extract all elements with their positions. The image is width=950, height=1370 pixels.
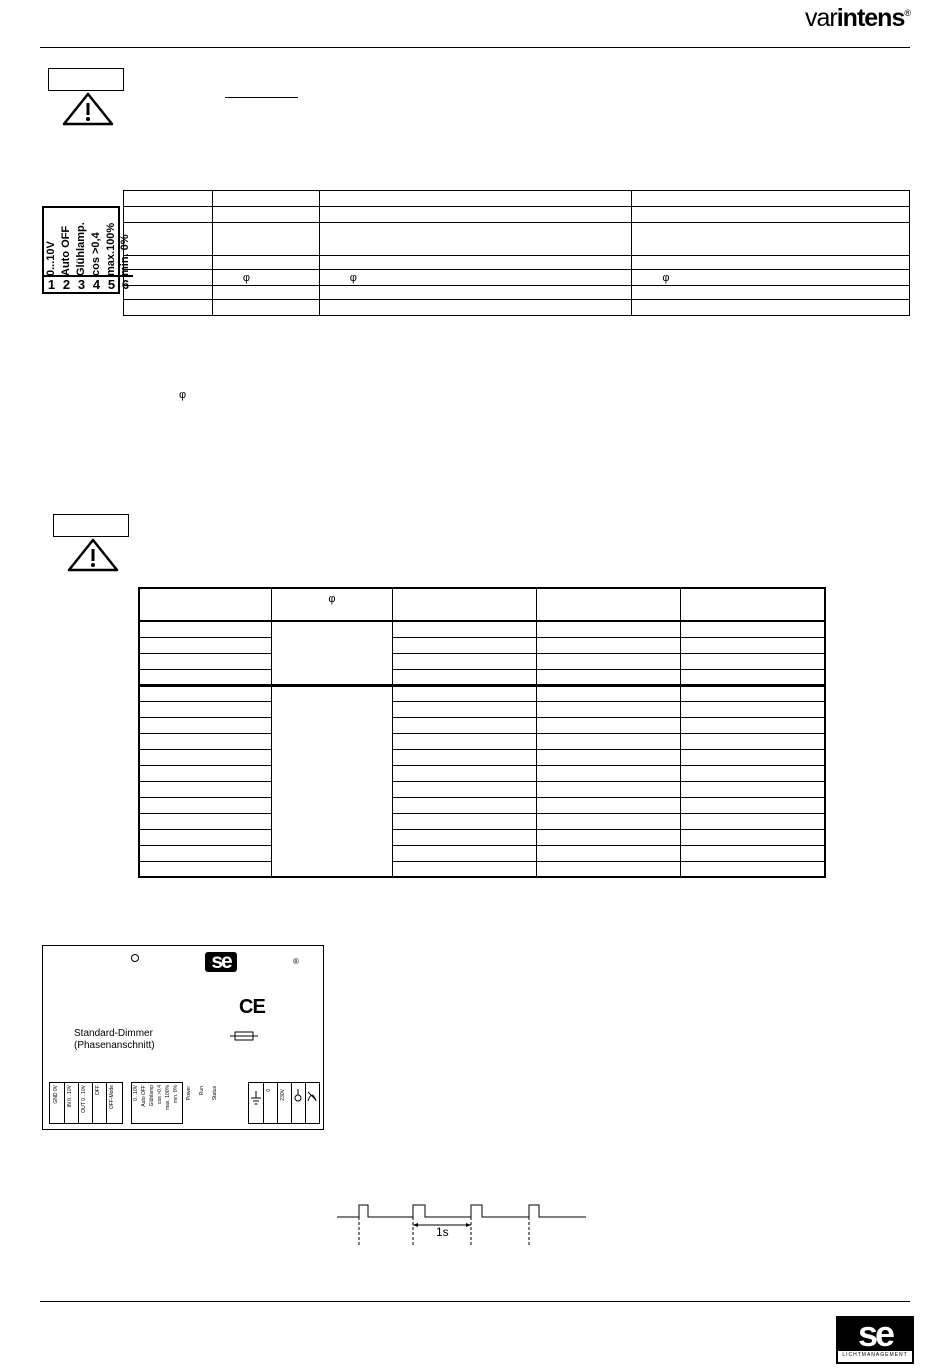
module-dip-label: cos >0,4: [157, 1085, 163, 1105]
arrow-head-right: [466, 1223, 471, 1227]
dip-number-2: 2: [59, 275, 74, 292]
terminal-motor: [305, 1083, 319, 1123]
note-box-1: [48, 68, 124, 91]
terminal-block-left: [49, 1082, 123, 1124]
footer-tagline: LICHTMANAGEMENT: [842, 1352, 908, 1358]
terminal-label: IN 0...10V: [67, 1085, 73, 1108]
table-row: [139, 621, 825, 637]
module-dip-label: 0...10V: [133, 1085, 139, 1101]
terminal-label: OUT 0...10V: [81, 1085, 87, 1113]
table-row: [124, 270, 910, 286]
dip-label-3: Glühlamp.: [75, 222, 87, 276]
lamp-icon: [293, 1089, 303, 1103]
dip-label-2: Auto OFF: [60, 225, 72, 276]
led-status-label: Status: [212, 1086, 218, 1101]
phi-symbol-text: φ: [179, 389, 187, 401]
table-row: [124, 256, 910, 270]
interval-label: 1s: [436, 1225, 449, 1239]
footer-logo-mark: se: [838, 1318, 912, 1351]
table-row: [139, 637, 825, 653]
dimmer-module-diagram: [42, 945, 324, 1130]
table-row: [124, 286, 910, 300]
fuse-icon: [230, 1030, 258, 1042]
led-run-label: Run: [199, 1086, 205, 1096]
header-divider: [40, 47, 910, 48]
note-box-2: [53, 514, 129, 537]
table-row: [124, 300, 910, 316]
header-phi: φ: [272, 588, 393, 621]
warning-icon: [62, 92, 114, 126]
table-row: [139, 845, 825, 861]
dip-number-4: 4: [89, 275, 104, 292]
brand-bold: intens: [836, 4, 905, 32]
blink-timing-diagram: [337, 1195, 592, 1250]
table-row: [124, 223, 910, 256]
terminal-label: OFF-Mode: [109, 1085, 115, 1110]
dip-switch-diagram: [42, 206, 131, 294]
terminal-label: GND 0V: [53, 1085, 59, 1104]
module-dip-label: Auto OFF: [141, 1085, 147, 1107]
table-row: [139, 685, 825, 701]
dip-label-5: max.100%: [105, 222, 117, 276]
footer-logo: [836, 1313, 914, 1364]
table-row: [124, 207, 910, 223]
dip-label-4: cos >0,4: [90, 232, 102, 276]
phi-cell: φ: [632, 270, 910, 286]
underline-1: [225, 97, 298, 98]
table-row: [139, 717, 825, 733]
module-dip-switch: [131, 1082, 183, 1124]
table-row: [139, 861, 825, 877]
dip-number-5: 5: [104, 275, 119, 292]
module-logo: se: [205, 952, 237, 972]
table-row: [139, 701, 825, 717]
table-row: [139, 669, 825, 685]
dip-number-3: 3: [74, 275, 89, 292]
warning-icon: [67, 538, 119, 572]
brand-registered: ®: [904, 8, 910, 18]
dip-number-6: 6: [118, 275, 133, 292]
dip-label-1: 0...10V: [45, 241, 57, 276]
module-dip-label: Glühlamp: [149, 1085, 155, 1107]
terminal-label: 0: [266, 1089, 272, 1092]
phi-cell: φ: [319, 270, 632, 286]
dip-settings-table: [123, 190, 910, 316]
mounting-hole-icon: [130, 953, 140, 963]
dimmer-symbol-icon: [307, 1089, 317, 1103]
pulse-signal: [337, 1205, 586, 1217]
table-row: [139, 781, 825, 797]
module-registered: ®: [293, 957, 299, 966]
table-row: [139, 813, 825, 829]
terminal-off-mode: [106, 1083, 122, 1123]
table-row: [139, 829, 825, 845]
dip-label-6: min. 0%: [119, 234, 131, 276]
module-dip-label: max. 100%: [165, 1085, 171, 1111]
table-row: [139, 797, 825, 813]
footer-divider: [40, 1301, 910, 1302]
lamp-load-table: [138, 587, 826, 878]
terminal-label: OFF: [95, 1085, 101, 1095]
table-row: [139, 653, 825, 669]
table-header-row: [139, 588, 825, 621]
terminal-gnd: [50, 1083, 65, 1123]
led-power-label: Power: [186, 1086, 192, 1101]
terminal-0: [263, 1083, 278, 1123]
brand-logo: [805, 4, 910, 33]
module-title-line2: (Phasenanschnitt): [74, 1040, 155, 1051]
phi-cell: φ: [212, 270, 319, 286]
terminal-in: [64, 1083, 79, 1123]
earth-icon: [251, 1091, 261, 1105]
table-row: [124, 191, 910, 207]
terminal-230v: [277, 1083, 292, 1123]
ce-mark: CE: [239, 996, 265, 1018]
table-row: [139, 749, 825, 765]
arrow-head-left: [413, 1223, 418, 1227]
module-title: [74, 1028, 155, 1052]
brand-light: var: [805, 4, 837, 32]
terminal-off: [92, 1083, 107, 1123]
module-title-line1: Standard-Dimmer: [74, 1028, 153, 1039]
dip-number-1: 1: [44, 275, 59, 292]
table-row: [139, 733, 825, 749]
module-dip-label: min. 0%: [173, 1085, 179, 1104]
terminal-earth: [249, 1083, 264, 1123]
terminal-out: [78, 1083, 93, 1123]
terminal-label: 230V: [280, 1089, 286, 1101]
terminal-load: [291, 1083, 306, 1123]
table-row: [139, 765, 825, 781]
terminal-block-right: [248, 1082, 320, 1124]
